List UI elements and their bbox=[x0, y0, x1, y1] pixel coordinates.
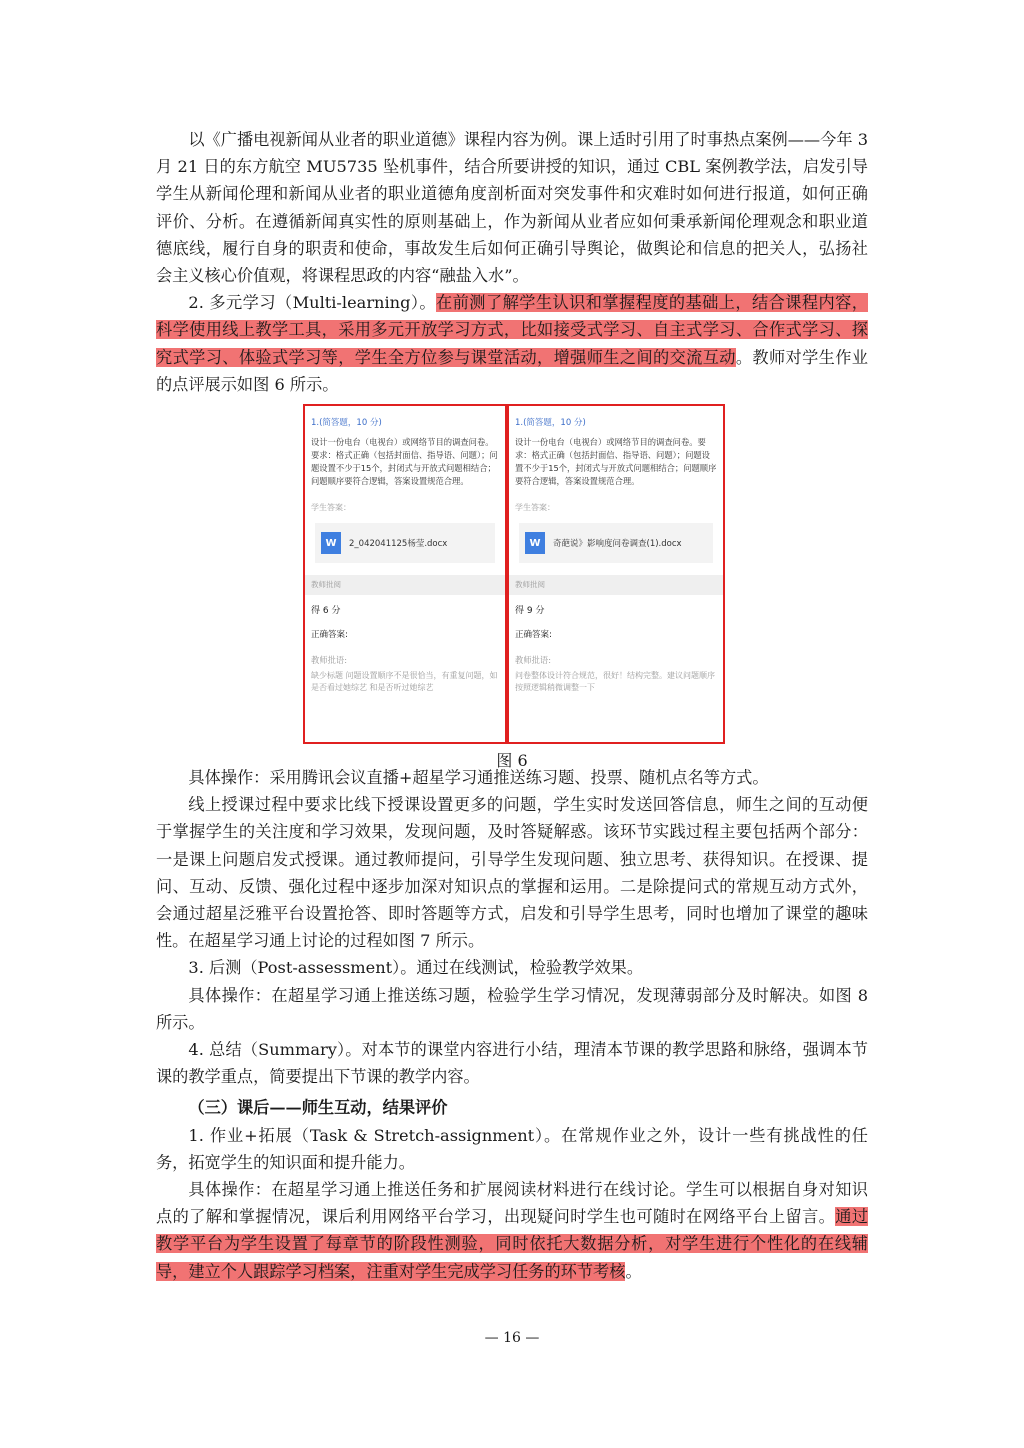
paragraph-after-class-operation bbox=[156, 1176, 868, 1285]
figure-6 bbox=[156, 404, 868, 771]
paragraph-task-stretch: 1. 作业+拓展（Task & Stretch-assignment）。在常规作业之外，设计一些有挑战性的任务，拓宽学生的知识面和提升能力。 bbox=[156, 1125, 868, 1172]
figure-caption: 图 6 bbox=[496, 751, 528, 771]
teacher-review-bar: 教师批阅 bbox=[509, 575, 723, 595]
correct-answer-label: 正确答案: bbox=[311, 630, 348, 641]
teacher-comment: 问卷整体设计符合规范，很好！结构完整。建议问题顺序按照逻辑稍微调整一下 bbox=[515, 671, 715, 693]
question-body: 设计一份电台（电视台）或网络节目的调查问卷。要求：格式正确（包括封面信、指导语、问题）；问题设置不少于15个，封闭式与开放式问题相结合；问题顺序要符合逻辑，答案设置规范合理。 bbox=[311, 437, 498, 487]
multi-learning-tail: 。教师对学生作业的点评展示如图 6 所示。 bbox=[156, 347, 868, 394]
question-title: 1.(简答题，10 分) bbox=[311, 418, 382, 429]
attachment-card[interactable] bbox=[315, 523, 495, 563]
paragraph-multi-learning bbox=[156, 289, 868, 398]
paragraph-summary: 4. 总结（Summary）。对本节的课堂内容进行小结，理清本节课的教学思路和脉络，强调本节课的教学重点，简要提出下节课的教学内容。 bbox=[156, 1040, 868, 1087]
student-answer-label: 学生答案： bbox=[515, 503, 555, 513]
correct-answer-label: 正确答案: bbox=[515, 630, 552, 641]
after-class-text: 具体操作：在超星学习通上推送任务和扩展阅读材料进行在线讨论。学生可以根据自身对知识点的了解和掌握情况，课后利用网络平台学习，出现疑问时学生也可随时在网络平台上留言。 bbox=[156, 1180, 868, 1227]
word-doc-icon: W bbox=[525, 532, 545, 554]
question-body: 设计一份电台（电视台）或网络节目的调查问卷。要求：格式正确（包括封面信、指导语、问题）；问题设置不少于15个，封闭式与开放式问题相结合；问题顺序要符合逻辑，答案设置规范合理。 bbox=[515, 437, 717, 487]
highlighted-text: 在前测了解学生认识和掌握程度的基础上，结合课程内容，科学使用线上教学工具，采用多元开放学习方式，比如接受式学习、自主式学习、合作式学习、探究式学习、体验式学习等，学生全方位参与课堂活动，增强师生之间的交流互动 bbox=[156, 293, 868, 367]
teacher-comment-label: 教师批语: bbox=[311, 655, 347, 666]
student-answer-label: 学生答案： bbox=[311, 503, 351, 513]
paragraph-operation: 具体操作：采用腾讯会议直播+超星学习通推送练习题、投票、随机点名等方式。 bbox=[188, 768, 769, 788]
attachment-card[interactable] bbox=[519, 523, 713, 563]
attachment-filename: 2_042041125杨莹.docx bbox=[349, 539, 448, 550]
question-title: 1.(简答题，10 分) bbox=[515, 418, 586, 429]
score: 得 9 分 bbox=[515, 606, 545, 617]
attachment-filename: 奇葩说》影响度问卷调查(1).docx bbox=[553, 539, 682, 550]
page-body bbox=[156, 126, 868, 1285]
highlighted-text: 通过教学平台为学生设置了每章节的阶段性测验，同时依托大数据分析，对学生进行个性化的在线辅导，建立个人跟踪学习档案，注重对学生完成学习任务的环节考核 bbox=[156, 1207, 869, 1281]
page-number: — 16 — bbox=[484, 1330, 540, 1346]
teacher-comment: 缺少标题 问题设置顺序不是很恰当，有重复问题，如是否看过她综艺 和是否听过她综艺 bbox=[311, 671, 498, 693]
assignment-panel-right bbox=[507, 404, 725, 744]
after-class-tail: 。 bbox=[625, 1261, 642, 1281]
teacher-review-bar: 教师批阅 bbox=[305, 575, 505, 595]
paragraph-post-operation: 具体操作：在超星学习通上推送练习题，检验学生学习情况，发现薄弱部分及时解决。如图 8 所示。 bbox=[156, 985, 868, 1032]
multi-learning-lead: 2. 多元学习（Multi-learning）。 bbox=[188, 293, 437, 313]
score: 得 6 分 bbox=[311, 606, 341, 617]
paragraph-case-example: 以《广播电视新闻从业者的职业道德》课程内容为例。课上适时引用了时事热点案例——今年 3 月 21 日的东方航空 MU5735 坠机事件，结合所要讲授的知识，通过 CBL 案例教学法，启发引导学生从新闻伦理和新闻从业者的职业道德角度剖析面对突发事件和灾难时如何进行报道，如何正确评价、分析。在遵循新闻真实性的原则基础上，作为新闻从业者应如何秉承新闻伦理观念和职业道德底线，履行自身的职责和使命，事故发生后如何正确引导舆论，做舆论和信息的把关人，弘扬社会主义核心价值观，将课程思政的内容“融盐入水”。 bbox=[156, 130, 868, 286]
section-heading: （三）课后——师生互动，结果评价 bbox=[188, 1098, 448, 1118]
paragraph-online-teaching: 线上授课过程中要求比线下授课设置更多的问题，学生实时发送回答信息，师生之间的互动便于掌握学生的关注度和学习效果，发现问题，及时答疑解惑。该环节实践过程主要包括两个部分：一是课上问题启发式授课。通过教师提问，引导学生发现问题、独立思考、获得知识。在授课、提问、互动、反馈、强化过程中逐步加深对知识点的掌握和运用。二是除提问式的常规互动方式外，会通过超星泛雅平台设置抢答、即时答题等方式，启发和引导学生思考，同时也增加了课堂的趣味性。在超星学习通上讨论的过程如图 7 所示。 bbox=[156, 795, 868, 951]
word-doc-icon: W bbox=[321, 532, 341, 554]
teacher-comment-label: 教师批语: bbox=[515, 655, 551, 666]
assignment-panel-left bbox=[303, 404, 507, 744]
paragraph-post-assessment: 3. 后测（Post-assessment）。通过在线测试，检验教学效果。 bbox=[188, 958, 644, 978]
